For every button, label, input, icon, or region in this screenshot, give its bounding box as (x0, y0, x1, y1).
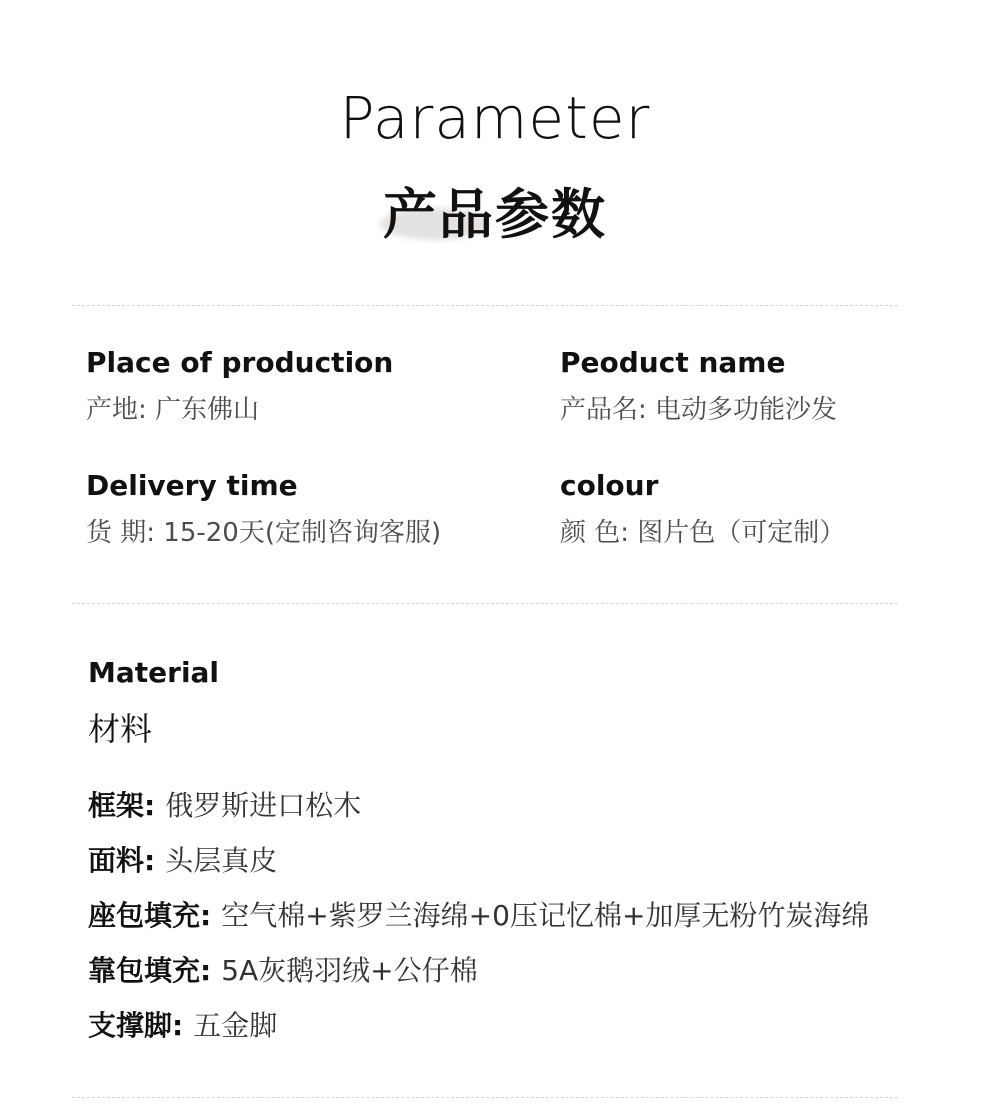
spec-key: 面料: (88, 843, 156, 877)
field-label: Place of production (86, 346, 394, 379)
spec-value: 俄罗斯进口松木 (165, 788, 362, 822)
spec-key: 支撑脚: (88, 1008, 184, 1042)
spec-key: 座包填充: (88, 898, 212, 932)
field-label: Peoduct name (560, 346, 786, 379)
spec-row-legs (88, 996, 968, 1051)
field-place-of-production (86, 346, 393, 426)
field-value: 产地: 广东佛山 (86, 395, 260, 425)
field-label: Delivery time (86, 469, 298, 502)
spec-row-frame (88, 776, 968, 831)
field-product-name (560, 346, 837, 426)
field-value: 颜 色: 图片色（可定制） (560, 518, 846, 548)
spec-value: 空气棉+紫罗兰海绵+0压记忆棉+加厚无粉竹炭海绵 (221, 898, 870, 932)
divider-bottom (72, 1097, 898, 1098)
spec-row-fabric (88, 831, 968, 886)
field-label: colour (560, 469, 659, 502)
spec-key: 靠包填充: (88, 953, 212, 987)
page-title-cn-block (0, 172, 990, 252)
field-value: 产品名: 电动多功能沙发 (560, 395, 838, 425)
spec-value: 头层真皮 (165, 843, 278, 877)
material-heading-cn: 材料 (88, 710, 153, 748)
material-heading: Material (88, 656, 220, 689)
divider-top (72, 305, 898, 306)
spec-value: 5A灰鹅羽绒+公仔棉 (221, 953, 478, 987)
divider-middle (72, 603, 898, 604)
spec-key: 框架: (88, 788, 156, 822)
page-title-en: Parameter (339, 84, 651, 152)
field-delivery-time (86, 469, 441, 549)
spec-row-back-filling (88, 941, 968, 996)
spec-value: 五金脚 (193, 1008, 278, 1042)
material-spec-list (88, 776, 968, 1051)
field-colour (560, 469, 845, 549)
spec-row-seat-filling (88, 886, 968, 941)
field-value: 货 期: 15-20天(定制咨询客服) (86, 518, 442, 548)
page-title-cn: 产品参数 (383, 183, 607, 246)
